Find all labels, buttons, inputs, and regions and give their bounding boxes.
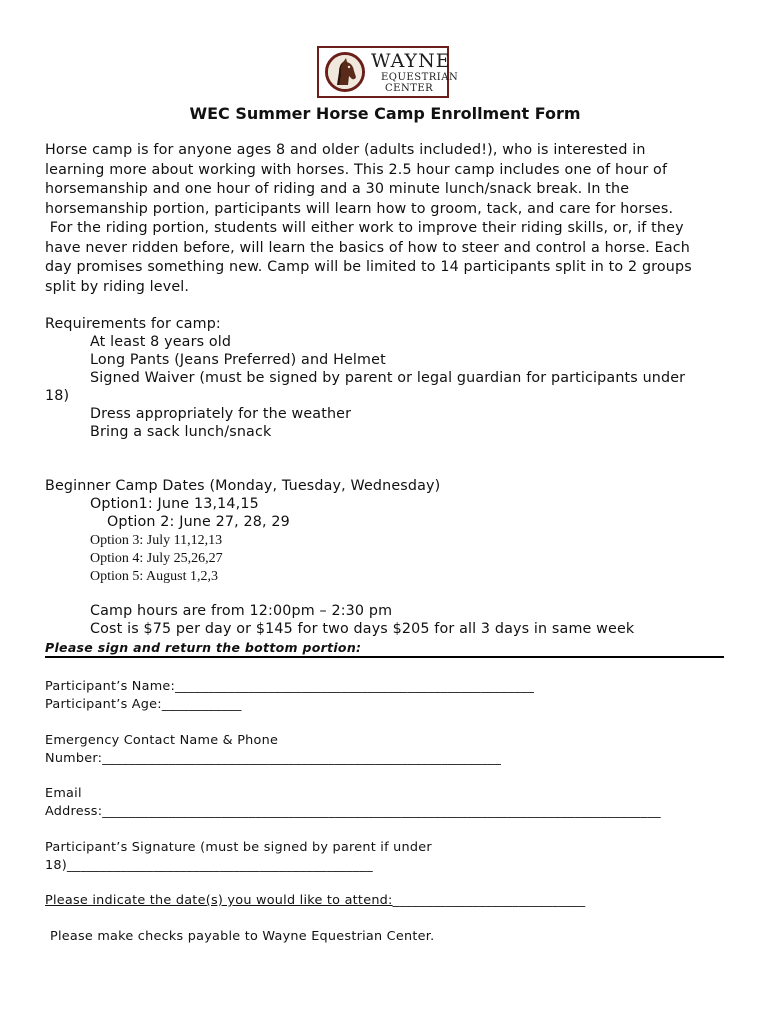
horse-head-logo-icon	[325, 52, 365, 92]
intro-line-4: horsemanship portion, participants will learn how to groom, tack, and care for horses.	[45, 200, 674, 217]
requirement-item: Dress appropriately for the weather	[90, 406, 352, 422]
requirement-item-wrap: 18)	[45, 388, 70, 404]
logo-line-equestrian: EQUESTRIAN	[381, 72, 459, 83]
date-option-5: Option 5: August 1,2,3	[90, 569, 218, 584]
dates-heading: Beginner Camp Dates (Monday, Tuesday, Wednesday)	[45, 478, 441, 494]
date-option-1: Option1: June 13,14,15	[90, 496, 259, 512]
signature-label: Participant’s Signature (must be signed by parent if under	[45, 840, 432, 855]
logo-line-center: CENTER	[385, 83, 434, 94]
emergency-contact-field[interactable]: Number:____________________________________________________________	[45, 751, 502, 766]
intro-line-5: For the riding portion, students will either work to improve their riding skills, or, if they	[45, 220, 684, 236]
page-title: WEC Summer Horse Camp Enrollment Form	[189, 104, 581, 123]
requirement-item: Signed Waiver (must be signed by parent or legal guardian for participants under	[90, 370, 686, 386]
camp-cost: Cost is $75 per day or $145 for two days $205 for all 3 days in same week	[90, 621, 635, 637]
attend-dates-field[interactable]: _____________________________	[392, 893, 586, 908]
requirements-heading: Requirements for camp:	[45, 316, 221, 332]
intro-line-8: split by riding level.	[45, 278, 190, 295]
date-option-2: Option 2: June 27, 28, 29	[107, 514, 290, 530]
date-option-3: Option 3: July 11,12,13	[90, 533, 223, 548]
intro-line-2: learning more about working with horses. This 2.5 hour camp includes one of hour of	[45, 161, 668, 178]
section-divider	[45, 656, 724, 658]
intro-line-1: Horse camp is for anyone ages 8 and older (adults included!), who is interested in	[45, 142, 646, 158]
logo-wordmark: WAYNE	[371, 50, 451, 72]
intro-line-7: day promises something new. Camp will be limited to 14 participants split in to 2 groups	[45, 259, 692, 275]
participant-age-field[interactable]: Participant’s Age:____________	[45, 697, 242, 712]
emergency-contact-label: Emergency Contact Name & Phone	[45, 733, 279, 748]
wec-logo	[317, 46, 459, 98]
requirement-item: At least 8 years old	[90, 334, 232, 350]
return-instruction: Please sign and return the bottom portion:	[45, 640, 362, 655]
requirement-item: Bring a sack lunch/snack	[90, 424, 272, 440]
date-option-4: Option 4: July 25,26,27	[90, 551, 223, 566]
email-address-field[interactable]: Address:____________________________________________________________________________________	[45, 804, 661, 819]
checks-payable-note: Please make checks payable to Wayne Equestrian Center.	[50, 929, 435, 944]
attend-dates-row	[45, 893, 585, 908]
requirement-item: Long Pants (Jeans Preferred) and Helmet	[90, 352, 386, 368]
signature-field[interactable]: 18)______________________________________________	[45, 858, 373, 873]
intro-line-6: have never ridden before, will learn the basics of how to steer and control a horse. Each	[45, 239, 690, 256]
attend-dates-label: Please indicate the date(s) you would like to attend:	[45, 893, 393, 908]
intro-line-3: horsemanship and one hour of riding and a 30 minute lunch/snack break. In the	[45, 181, 630, 197]
camp-hours: Camp hours are from 12:00pm – 2:30 pm	[90, 603, 393, 619]
participant-name-field[interactable]: Participant’s Name:______________________________________________________	[45, 679, 535, 694]
email-label: Email	[45, 786, 82, 801]
